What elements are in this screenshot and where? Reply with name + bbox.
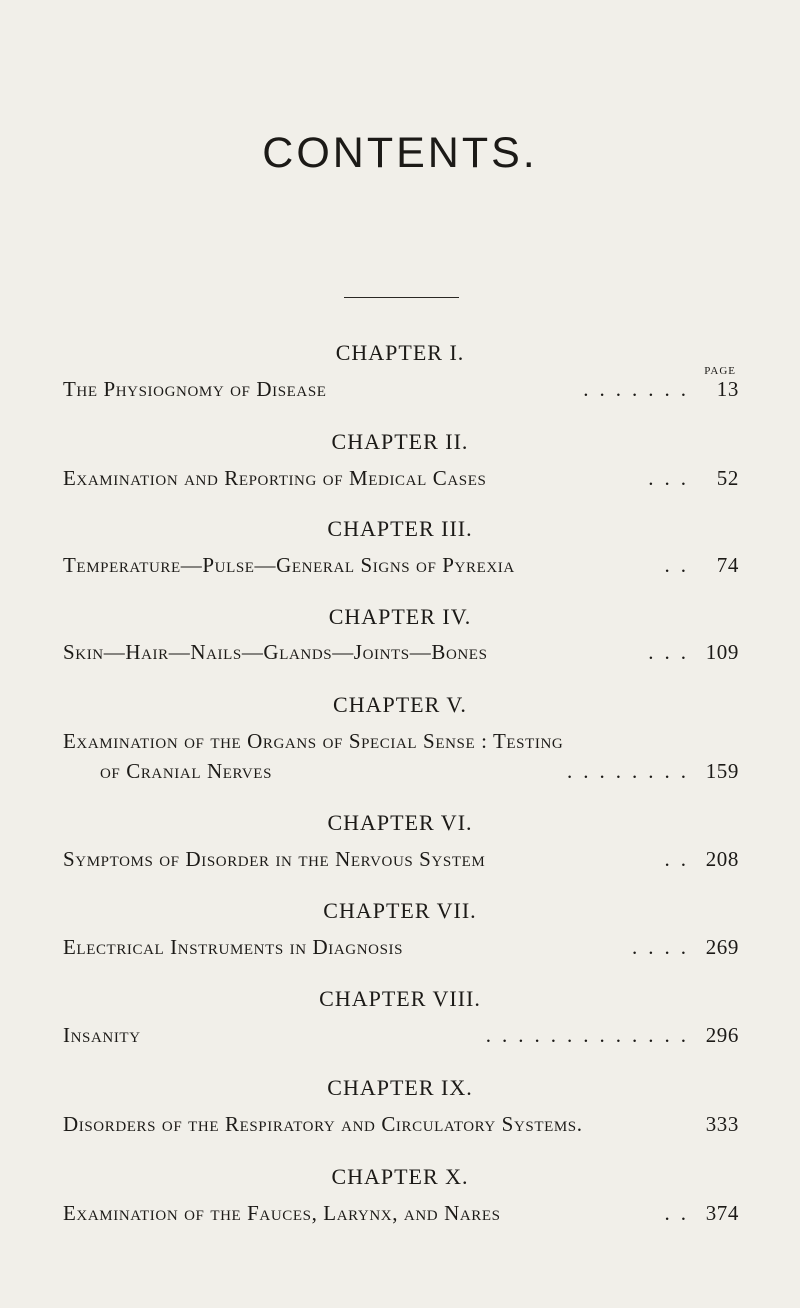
toc-entry[interactable]: [100, 761, 739, 782]
page-number: 333: [705, 1112, 739, 1136]
chapter-heading: CHAPTER VII.: [323, 898, 477, 923]
chapter-heading: CHAPTER V.: [333, 692, 467, 717]
leader-dots: ....: [632, 937, 697, 958]
page-number: 208: [705, 847, 739, 871]
chapter-heading: CHAPTER III.: [327, 516, 473, 541]
page-number: 109: [705, 640, 739, 664]
entry-title: The Physiognomy of Disease: [63, 377, 327, 401]
entry-title: Electrical Instruments in Diagnosis: [63, 935, 404, 959]
toc-entry[interactable]: [63, 1114, 739, 1135]
chapter-heading: CHAPTER IX.: [327, 1075, 473, 1100]
page-number: 296: [705, 1023, 739, 1047]
toc-entry[interactable]: [63, 555, 739, 576]
page-number: 374: [705, 1201, 739, 1225]
toc-entry[interactable]: [63, 1203, 739, 1224]
chapter-heading: CHAPTER IV.: [328, 604, 472, 629]
leader-dots: ...: [648, 468, 697, 489]
entry-title: Symptoms of Disorder in the Nervous System: [63, 847, 486, 871]
toc-entry[interactable]: [63, 937, 739, 958]
page-column-header: PAGE: [704, 365, 736, 377]
leader-dots: ..: [664, 555, 697, 576]
toc-entry-line[interactable]: [63, 731, 739, 752]
toc-entry[interactable]: [63, 1025, 739, 1046]
leader-dots: ..: [664, 849, 697, 870]
chapter-heading: CHAPTER VI.: [327, 810, 473, 835]
title-rule: [344, 297, 459, 298]
page-number: 269: [705, 935, 739, 959]
toc-entry[interactable]: [63, 379, 739, 400]
entry-title: Examination of the Organs of Special Sense : Testing: [63, 729, 564, 753]
page-number: 13: [716, 377, 739, 401]
page-title: CONTENTS.: [262, 129, 538, 177]
leader-dots: .......: [583, 379, 697, 400]
entry-title: Disorders of the Respiratory and Circulatory Systems.: [63, 1112, 583, 1136]
entry-title: Temperature—Pulse—General Signs of Pyrexia: [63, 553, 515, 577]
toc-entry[interactable]: [63, 849, 739, 870]
entry-title-continued: of Cranial Nerves: [100, 759, 273, 783]
entry-title: Insanity: [63, 1023, 141, 1047]
toc-entry[interactable]: [63, 468, 739, 489]
leader-dots: ..: [664, 1203, 697, 1224]
page-number: 159: [705, 759, 739, 783]
toc-entry[interactable]: [63, 642, 739, 663]
entry-title: Examination of the Fauces, Larynx, and Nares: [63, 1201, 501, 1225]
leader-dots: ........: [567, 761, 697, 782]
leader-dots: .............: [485, 1025, 697, 1046]
chapter-heading: CHAPTER VIII.: [319, 986, 481, 1011]
leader-dots: ...: [648, 642, 697, 663]
entry-title: Skin—Hair—Nails—Glands—Joints—Bones: [63, 640, 488, 664]
chapter-heading: CHAPTER II.: [331, 429, 469, 454]
chapter-heading: CHAPTER X.: [331, 1164, 469, 1189]
page-number: 52: [716, 466, 739, 490]
entry-title: Examination and Reporting of Medical Cases: [63, 466, 487, 490]
chapter-heading: CHAPTER I.: [335, 340, 465, 365]
page-number: 74: [716, 553, 739, 577]
